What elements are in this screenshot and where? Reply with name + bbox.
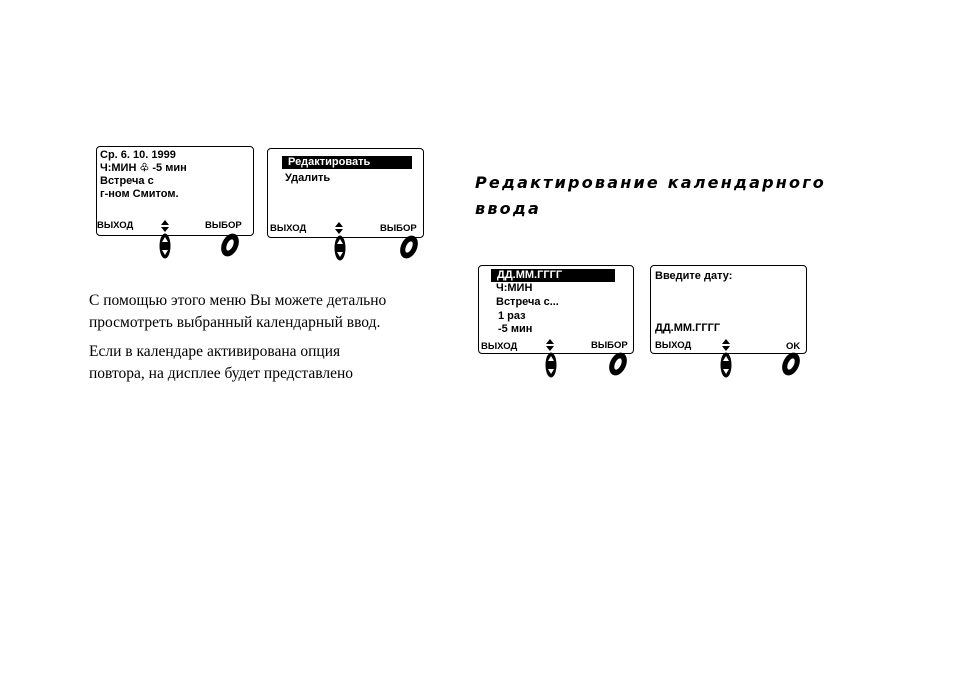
exit-softkey-label: ВЫХОД — [97, 220, 134, 231]
paragraph-line: повтора, на дисплее будет представлено — [89, 365, 354, 382]
entry-note-line2: г-ном Смитом. — [100, 188, 179, 200]
edit-field-alarm[interactable]: -5 мин — [498, 323, 533, 335]
menu-item-edit-label: Редактировать — [288, 156, 371, 168]
menu-item-edit[interactable] — [282, 156, 412, 169]
paragraph-menu-description — [89, 290, 386, 334]
select-softkey-label: ВЫБОР — [591, 340, 628, 351]
edit-field-date[interactable] — [491, 269, 615, 282]
paragraph-line: Если в календаре активирована опция — [89, 343, 341, 360]
exit-softkey-label: ВЫХОД — [270, 223, 307, 234]
exit-softkey-label: ВЫХОД — [655, 340, 692, 351]
select-key-icon[interactable] — [396, 233, 422, 261]
scroll-key-icon[interactable] — [719, 351, 733, 379]
entry-note-line1: Встреча с — [100, 175, 154, 187]
scroll-arrows-icon — [334, 222, 344, 234]
entry-time-alarm: Ч:МИН ♧ -5 мин — [100, 162, 187, 174]
scroll-arrows-icon — [545, 339, 555, 351]
menu-item-delete[interactable]: Удалить — [285, 172, 331, 184]
entry-date: Ср. 6. 10. 1999 — [100, 149, 176, 161]
scroll-key-icon[interactable] — [544, 351, 558, 379]
select-key-icon[interactable] — [217, 231, 243, 259]
select-key-icon[interactable] — [605, 350, 631, 378]
scroll-key-icon[interactable] — [333, 234, 347, 262]
date-entry-input[interactable]: ДД.ММ.ГГГГ — [655, 322, 721, 334]
select-softkey-label: ВЫБОР — [380, 223, 417, 234]
paragraph-line: С помощью этого меню Вы можете детально — [89, 292, 387, 309]
date-entry-prompt: Введите дату: — [655, 270, 733, 282]
paragraph-line: просмотреть выбранный календарный ввод. — [89, 314, 381, 331]
paragraph-repeat-note — [89, 341, 353, 385]
scroll-arrows-icon — [160, 220, 170, 232]
scroll-key-icon[interactable] — [158, 232, 172, 260]
ok-softkey-label: OK — [786, 341, 801, 352]
exit-softkey-label: ВЫХОД — [481, 341, 518, 352]
edit-field-note[interactable]: Встреча с... — [496, 296, 559, 308]
section-heading-line1: Редактирование календарного — [475, 173, 826, 192]
section-heading-line2: ввода — [475, 199, 541, 218]
scroll-arrows-icon — [721, 339, 731, 351]
select-softkey-label: ВЫБОР — [205, 220, 242, 231]
edit-field-time[interactable]: Ч:МИН — [496, 282, 533, 294]
edit-field-repeat[interactable]: 1 раз — [498, 310, 526, 322]
edit-field-date-label: ДД.ММ.ГГГГ — [497, 269, 563, 281]
section-heading — [475, 170, 826, 222]
ok-key-icon[interactable] — [778, 350, 804, 378]
